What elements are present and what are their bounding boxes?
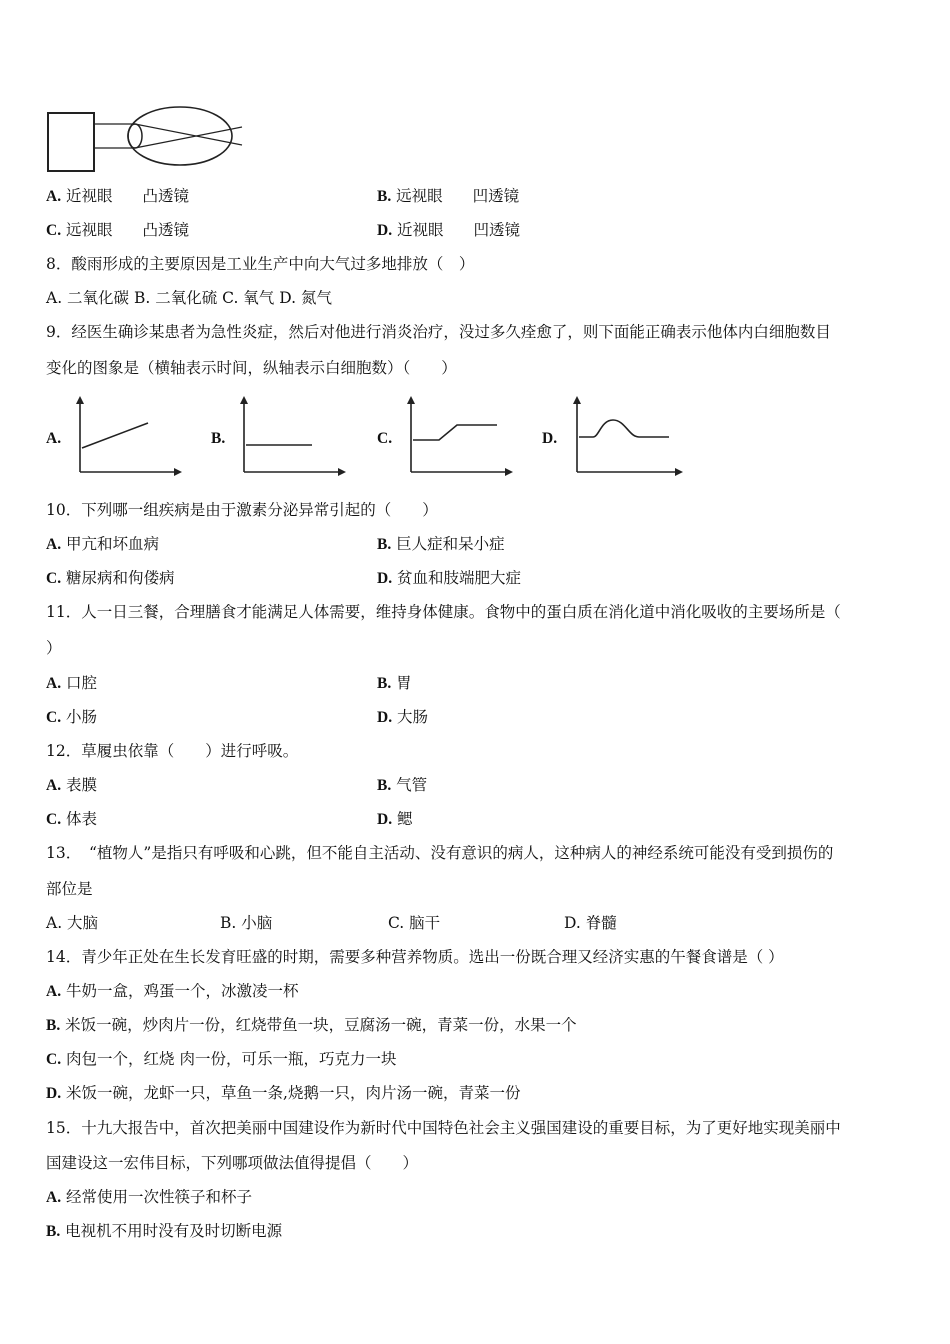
q7-option-c: C. 远视眼 凸透镜 bbox=[46, 221, 190, 239]
q11-option-d: D. 大肠 bbox=[377, 708, 429, 726]
q10-option-b: B. 巨人症和呆小症 bbox=[377, 535, 505, 553]
q9-graph-a-label: A. bbox=[46, 430, 62, 447]
q12-option-a: A. 表膜 bbox=[46, 776, 98, 794]
q9-stem-line1: 9．经医生确诊某患者为急性炎症，然后对他进行消炎治疗，没过多久痊愈了，则下面能正确表示他体内白细胞数目 bbox=[46, 323, 831, 341]
curve-d-peak bbox=[579, 420, 669, 437]
q12-stem: 12．草履虫依靠（ ）进行呼吸。 bbox=[46, 742, 299, 760]
q7-option-d: D. 近视眼 凹透镜 bbox=[377, 221, 521, 239]
q13-stem-line2: 部位是 bbox=[46, 880, 93, 898]
q11-option-b: B. 胃 bbox=[377, 674, 412, 692]
q14-option-d: D. 米饭一碗，龙虾一只，草鱼一条,烧鹅一只，肉片汤一碗，青菜一份 bbox=[46, 1084, 521, 1102]
q11-option-c: C. 小肠 bbox=[46, 708, 98, 726]
q15-option-a: A. 经常使用一次性筷子和杯子 bbox=[46, 1188, 253, 1206]
q7-option-a: A. 近视眼 凸透镜 bbox=[46, 187, 190, 205]
q13-stem-line1: 13． “植物人”是指只有呼吸和心跳，但不能自主活动、没有意识的病人，这种病人的神经系统可能没有受到损伤的 bbox=[46, 844, 834, 862]
curve-c-step-up bbox=[413, 425, 497, 440]
eye-diagram bbox=[46, 105, 246, 175]
q9-stem-line2: 变化的图象是（横轴表示时间，纵轴表示白细胞数）（ ） bbox=[46, 359, 457, 377]
q13-option-c: C. 脑干 bbox=[388, 914, 441, 932]
q9-graph-a bbox=[70, 396, 185, 476]
q9-graph-b-label: B. bbox=[211, 430, 226, 447]
q15-stem-line1: 15．十九大报告中，首次把美丽中国建设作为新时代中国特色社会主义强国建设的重要目标，为了更好地实现美丽中 bbox=[46, 1119, 841, 1137]
q10-stem: 10．下列哪一组疾病是由于激素分泌异常引起的（ ） bbox=[46, 501, 438, 519]
refracted-ray-2 bbox=[135, 127, 242, 148]
q10-option-d: D. 贫血和肢端肥大症 bbox=[377, 569, 522, 587]
eye-lens bbox=[128, 124, 142, 148]
q9-graph-d bbox=[567, 396, 687, 476]
refracted-ray-1 bbox=[135, 124, 242, 145]
q12-option-d: D. 鳃 bbox=[377, 810, 413, 828]
q10-option-a: A. 甲亢和坏血病 bbox=[46, 535, 160, 553]
q11-option-a: A. 口腔 bbox=[46, 674, 98, 692]
q15-stem-line2: 国建设这一宏伟目标，下列哪项做法值得提倡（ ） bbox=[46, 1154, 419, 1172]
q13-option-b: B. 小脑 bbox=[220, 914, 273, 932]
q8-options: A. 二氧化碳 B. 二氧化硫 C. 氧气 D. 氮气 bbox=[46, 289, 332, 307]
q11-stem-line2: ） bbox=[46, 639, 62, 657]
q10-option-c: C. 糖尿病和佝偻病 bbox=[46, 569, 175, 587]
q12-option-c: C. 体表 bbox=[46, 810, 98, 828]
q9-graph-b bbox=[234, 396, 349, 476]
q8-stem: 8．酸雨形成的主要原因是工业生产中向大气过多地排放（ ） bbox=[46, 255, 475, 273]
q14-option-a: A. 牛奶一盒，鸡蛋一个，冰激凌一杯 bbox=[46, 982, 299, 1000]
q9-graph-c-label: C. bbox=[377, 430, 393, 447]
q13-option-a: A. 大脑 bbox=[46, 914, 99, 932]
q15-option-b: B. 电视机不用时没有及时切断电源 bbox=[46, 1222, 283, 1240]
q12-option-b: B. 气管 bbox=[377, 776, 428, 794]
q14-option-c: C. 肉包一个，红烧 肉一份，可乐一瓶，巧克力一块 bbox=[46, 1050, 397, 1068]
q9-graph-c bbox=[401, 396, 516, 476]
q13-option-d: D. 脊髓 bbox=[564, 914, 617, 932]
object-box bbox=[48, 113, 94, 171]
q14-option-b: B. 米饭一碗，炒肉片一份，红烧带鱼一块，豆腐汤一碗，青菜一份，水果一个 bbox=[46, 1016, 577, 1034]
eyeball bbox=[128, 107, 232, 165]
q7-option-b: B. 远视眼 凹透镜 bbox=[377, 187, 520, 205]
q9-graph-d-label: D. bbox=[542, 430, 558, 447]
curve-a-rising bbox=[82, 423, 148, 448]
q14-stem: 14．青少年正处在生长发育旺盛的时期，需要多种营养物质。选出一份既合理又经济实惠的午餐食谱是（ ） bbox=[46, 948, 784, 966]
q11-stem-line1: 11．人一日三餐，合理膳食才能满足人体需要，维持身体健康。食物中的蛋白质在消化道中消化吸收的主要场所是（ bbox=[46, 603, 841, 621]
